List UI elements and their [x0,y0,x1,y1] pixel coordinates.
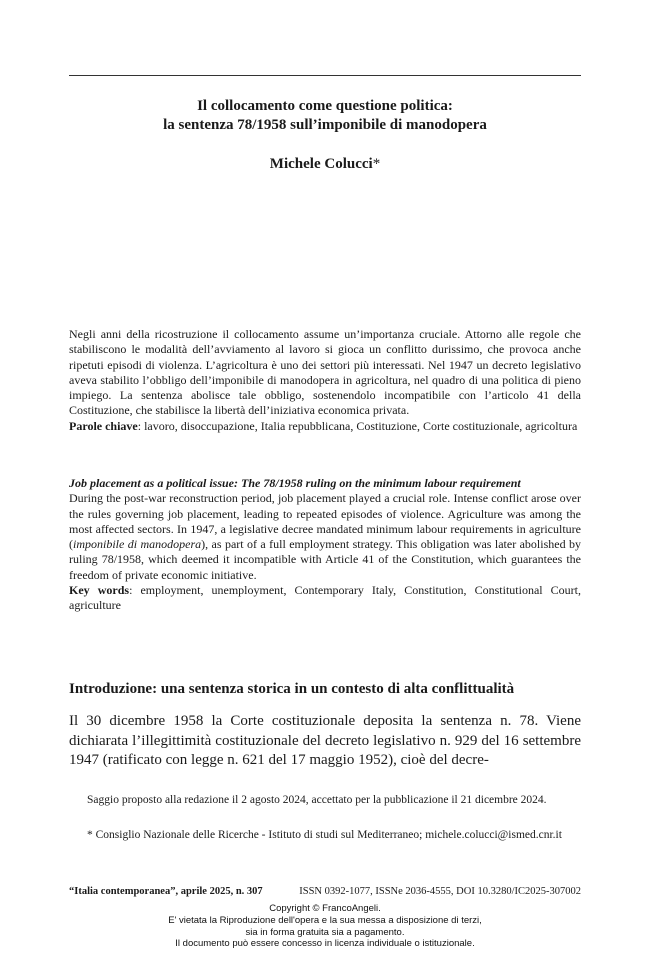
keywords-english-label: Key words [69,583,130,598]
affiliation-footnote: * Consiglio Nazionale delle Ricerche - Istituto di studi sul Mediterraneo; michele.colucci@ismed.cnr.it [87,829,562,841]
keywords-english-list: : employment, unemployment, Contemporary Italy, Constitution, Constitutional Court, agriculture [69,583,581,613]
abstract-english-text [69,491,581,583]
keywords-english [69,583,581,614]
author [69,155,581,174]
title-line-1: Il collocamento come questione politica: [197,98,453,114]
copyright-line: Copyright © FrancoAngeli. [269,903,381,914]
keywords-italian-label: Parole chiave [69,418,138,433]
abstract-english-text-after: ), as part of a full employment strategy. This obligation was later abolished by ruling 78/1958, which deemed it incompatible with Article 41 of the Constitution, which guarantees the freedom of private economic initiative. [69,537,581,582]
abstract-english-title: Job placement as a political issue: The 78/1958 ruling on the minimum labour requirement [69,476,521,490]
journal-citation: “Italia contemporanea”, aprile 2025, n. 307 [69,886,263,897]
keywords-italian [69,419,581,434]
submission-note: Saggio proposto alla redazione il 2 agosto 2024, accettato per la pubblicazione il 21 dicembre 2024. [87,794,547,806]
abstract-italian-text: Negli anni della ricostruzione il collocamento assume un’importanza cruciale. Attorno alle regole che stabiliscono le modalità dell’avviamento al lavoro si gioca un conflitto durissimo, che provoca anche ripetuti episodi di violenza. L’agricoltura è uno dei settori più interessati. Nel 1947 un decreto legislativo aveva stabilito l’obbligo dell’imponibile di manodopera in agricoltura, nel quadro di una politica di pieno impiego. La sentenza abolisce tale obbligo, sostenendolo incompatibile con l’articolo 41 della Costituzione, che stabilisce la libertà dell’iniziativa economica privata. [69,327,581,418]
copyright-line: E' vietata la Riproduzione dell'opera e la sua messa a disposizione di terzi, [168,914,482,926]
keywords-italian-list: : lavoro, disoccupazione, Italia repubblicana, Costituzione, Corte costituzionale, agricoltura [137,418,578,433]
author-footnote-mark: * [372,156,381,172]
header-rule [69,75,581,76]
article-title [69,97,581,135]
copyright-notice [0,903,650,950]
author-name: Michele Colucci [269,156,373,172]
body-paragraph: Il 30 dicembre 1958 la Corte costituzionale deposita la sentenza n. 78. Viene dichiarata l’illegittimità costituzionale del decreto legislativo n. 929 del 16 settembre 1947 (ratificato con legge n. 621 del 17 maggio 1952), cioè del decre- [69,713,581,768]
abstract-english [69,476,581,614]
copyright-line: Il documento può essere concesso in licenza individuale o istituzionale. [175,938,475,950]
abstract-italian [69,327,581,434]
title-line-2: la sentenza 78/1958 sull’imponibile di manodopera [163,117,487,133]
abstract-english-italic-term: imponibile di manodopera [73,537,202,552]
abstract-english-text-before: During the post-war reconstruction period, job placement played a crucial role. Intense conflict arose over the rules governing job placement, leading to repeated episodes of violence. Agriculture was among the most affected sectors. In 1947, a legislative decree mandated minimum labour requirements in agriculture ( [69,491,581,552]
section-heading: Introduzione: una sentenza storica in un contesto di alta conflittualità [69,681,515,697]
identifiers: ISSN 0392-1077, ISSNe 2036-4555, DOI 10.3280/IC2025-307002 [299,886,581,897]
copyright-line: sia in forma gratuita sia a pagamento. [245,926,405,938]
